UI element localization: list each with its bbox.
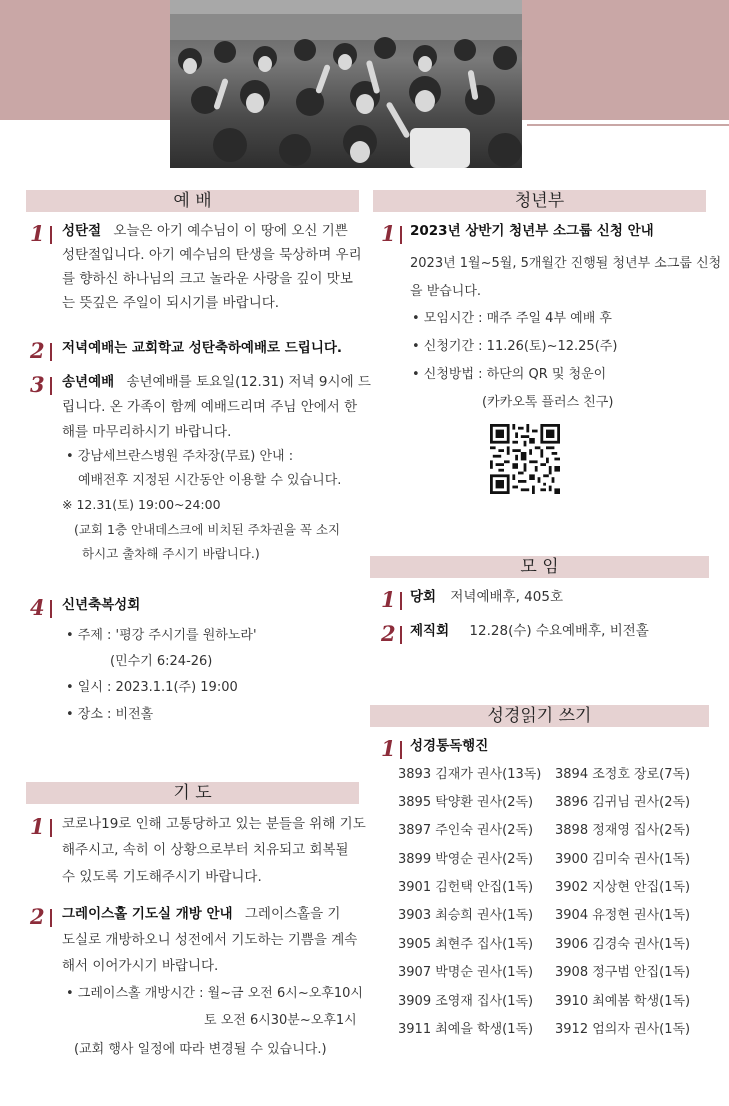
worship-item-3-note: 예배전후 지정된 시간동안 이용할 수 있습니다. <box>78 473 342 488</box>
worship-item-1-title: 성탄절 <box>62 223 102 239</box>
reader-entry: 3909 조영재 집사(1독) <box>398 994 534 1009</box>
meeting-item-2-number: 2 <box>381 621 396 646</box>
prayer-item-2-line: 해서 이어가시기 바랍니다. <box>62 958 219 974</box>
reader-entry: 3907 박명순 권사(1독) <box>398 965 534 980</box>
reader-entry: 3905 최현주 집사(1독) <box>398 937 534 952</box>
reader-entry: 3911 최예을 학생(1독) <box>398 1022 534 1037</box>
prayer-item-1-number: 1 <box>30 814 45 839</box>
worship-photo-image <box>170 0 522 168</box>
prayer-item-2-note: • 그레이스홀 개방시간 : 월~금 오전 6시~오후10시 <box>66 986 363 1001</box>
worship-item-4-note: • 장소 : 비전홀 <box>66 707 154 722</box>
worship-item-3-note: (교회 1층 안내데스크에 비치된 주차권을 꼭 소지 <box>74 522 341 537</box>
youth-item-1-line: 2023년 1월~5월, 5개월간 진행될 청년부 소그룹 신청 <box>410 256 722 271</box>
reader-entry: 3903 최승희 권사(1독) <box>398 908 534 923</box>
worship-item-1-line: 성탄절입니다. 아기 예수님의 탄생을 묵상하며 우리 <box>62 247 362 263</box>
prayer-heading: 기 도 <box>26 782 359 804</box>
worship-item-2-title: 저녁예배는 교회학교 성탄축하예배로 드립니다. <box>62 340 343 356</box>
meeting-item-1-number: 1 <box>381 587 396 612</box>
worship-item-3-line: 립니다. 온 가족이 함께 예배드리며 주님 안에서 한 <box>62 399 358 415</box>
item-divider <box>50 377 52 395</box>
worship-item-4-note: • 일시 : 2023.1.1(주) 19:00 <box>66 680 238 695</box>
meeting-item-1-title: 당회 <box>410 589 437 605</box>
worship-item-3-line: 송년예배를 토요일(12.31) 저녁 9시에 드 <box>126 374 371 390</box>
meeting-item-1-detail: 저녁예배후, 405호 <box>450 589 563 605</box>
item-divider <box>400 226 402 244</box>
item-divider <box>50 600 52 618</box>
youth-heading: 청년부 <box>373 190 706 212</box>
worship-item-4-note: • 주제 : '평강 주시기를 원하노라' <box>66 628 257 643</box>
youth-item-1-line: 을 받습니다. <box>410 284 482 299</box>
reader-entry: 3895 탁양환 권사(2독) <box>398 795 534 810</box>
prayer-item-1-line: 수 있도록 기도해주시기 바랍니다. <box>62 869 262 885</box>
reader-entry: 3898 정재영 집사(2독) <box>555 823 691 838</box>
reader-entry: 3893 김재가 권사(13독) <box>398 767 542 782</box>
worship-item-3-note: • 강남세브란스병원 주차장(무료) 안내 : <box>66 449 294 464</box>
worship-item-2-number: 2 <box>30 338 45 363</box>
youth-item-1-note: • 모임시간 : 매주 주일 4부 예배 후 <box>412 311 612 326</box>
worship-heading: 예 배 <box>26 190 359 212</box>
reader-entry: 3900 김미숙 권사(1독) <box>555 852 691 867</box>
prayer-item-1-line: 해주시고, 속히 이 상황으로부터 치유되고 회복될 <box>62 842 349 858</box>
worship-item-4-title: 신년축복성회 <box>62 597 141 613</box>
reader-entry: 3899 박영순 권사(2독) <box>398 852 534 867</box>
item-divider <box>50 819 52 837</box>
reader-entry: 3912 엄의자 권사(1독) <box>555 1022 691 1037</box>
item-divider <box>50 909 52 927</box>
worship-item-4-note: (민수기 6:24-26) <box>110 654 213 669</box>
reader-entry: 3902 지상현 안집(1독) <box>555 880 691 895</box>
reader-entry: 3908 정구범 안집(1독) <box>555 965 691 980</box>
bible-item-1-title: 성경통독행진 <box>410 738 489 754</box>
prayer-item-2-note: (교회 행사 일정에 따라 변경될 수 있습니다.) <box>74 1042 327 1057</box>
reader-entry: 3904 유정현 권사(1독) <box>555 908 691 923</box>
item-divider <box>400 626 402 644</box>
worship-item-3-note: ※ 12.31(토) 19:00~24:00 <box>62 497 221 512</box>
item-divider <box>400 592 402 610</box>
reader-entry: 3897 주인숙 권사(2독) <box>398 823 534 838</box>
youth-item-1-note: (카카오톡 플러스 친구) <box>482 395 614 410</box>
youth-item-1-number: 1 <box>381 221 396 246</box>
item-divider <box>50 226 52 244</box>
worship-item-1-line: 를 향하신 하나님의 크고 놀라운 사랑을 깊이 맛보 <box>62 271 353 287</box>
item-divider <box>50 343 52 361</box>
youth-item-1-note: • 신청기간 : 11.26(토)~12.25(주) <box>412 339 618 354</box>
bible-heading: 성경읽기 쓰기 <box>370 705 709 727</box>
prayer-item-2-line: 도실로 개방하오니 성전에서 기도하는 기쁨을 계속 <box>62 932 358 948</box>
worship-item-1-number: 1 <box>30 221 45 246</box>
youth-item-1-note: • 신청방법 : 하단의 QR 및 청운이 <box>412 367 607 382</box>
reader-entry: 3910 최예봄 학생(1독) <box>555 994 691 1009</box>
prayer-item-1-line: 코로나19로 인해 고통당하고 있는 분들을 위해 기도 <box>62 816 366 832</box>
reader-entry: 3896 김귀님 권사(2독) <box>555 795 691 810</box>
worship-item-3-number: 3 <box>30 372 45 397</box>
worship-photo <box>170 0 522 168</box>
worship-item-3-line: 해를 마무리하시기 바랍니다. <box>62 424 232 440</box>
item-divider <box>400 741 402 759</box>
worship-item-1-line: 오늘은 아기 예수님이 이 땅에 오신 기쁜 <box>113 223 348 239</box>
header-rule <box>527 124 729 126</box>
youth-item-1-title: 2023년 상반기 청년부 소그룹 신청 안내 <box>410 223 654 239</box>
worship-item-3-title: 송년예배 <box>62 374 115 390</box>
reader-entry: 3894 조정호 장로(7독) <box>555 767 691 782</box>
worship-item-1-line: 는 뜻깊은 주일이 되시기를 바랍니다. <box>62 295 280 311</box>
worship-item-3-note: 하시고 출차해 주시기 바랍니다.) <box>82 546 260 561</box>
bible-item-1-number: 1 <box>381 736 396 761</box>
meeting-item-2-title: 제직회 <box>410 623 450 639</box>
reader-entry: 3906 김경숙 권사(1독) <box>555 937 691 952</box>
prayer-item-2-line: 그레이스홀을 기 <box>244 906 341 922</box>
prayer-item-2-note: 토 오전 6시30분~오후1시 <box>204 1013 357 1028</box>
worship-item-4-number: 4 <box>30 595 45 620</box>
reader-entry: 3901 김헌택 안집(1독) <box>398 880 534 895</box>
meeting-item-2-detail: 12.28(수) 수요예배후, 비전홀 <box>469 623 649 639</box>
prayer-item-2-number: 2 <box>30 904 45 929</box>
qr-code-icon[interactable] <box>490 424 560 494</box>
meeting-heading: 모 임 <box>370 556 709 578</box>
prayer-item-2-title: 그레이스홀 기도실 개방 안내 <box>62 906 233 922</box>
